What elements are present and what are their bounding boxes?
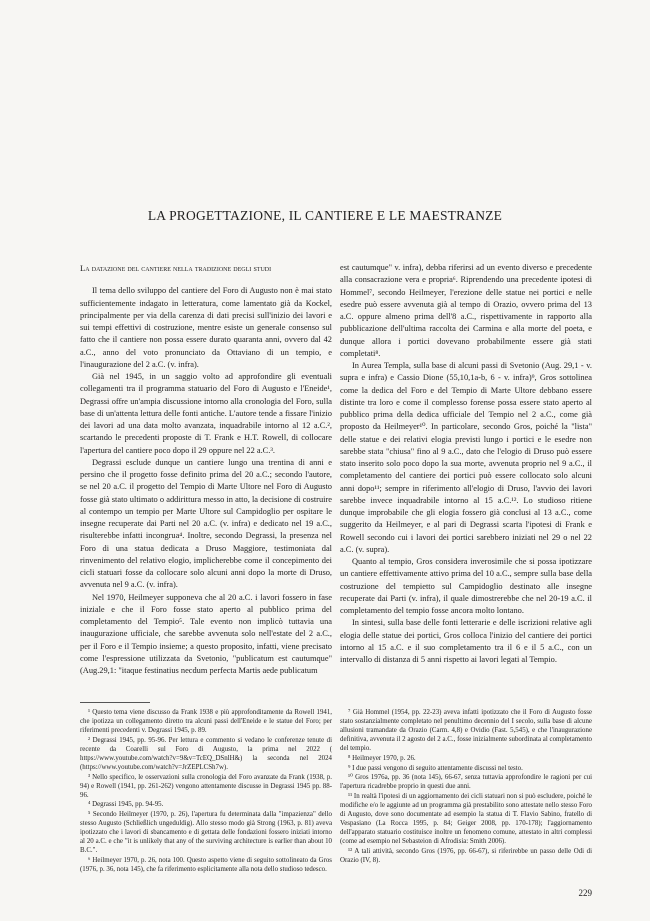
footnote: ³ Nello specifico, le osservazioni sulla cronologia del Foro avanzate da Frank (1938, p. 94) e Rowell (1941, pp. 261-262) vengono attentamente discusse in Degrassi 1945 pp. 88-96.	[80, 773, 332, 799]
footnote: ⁴ Degrassi 1945, pp. 94-95.	[88, 801, 164, 809]
paragraph: In sintesi, sulla base delle fonti letterarie e delle iscrizioni relative agli elogia delle statue dei portici, Gros colloca l'inizio del cantiere dei portici intorno al 15 a.C. e il suo completamento tra il 6 e il 5 a.C., con un intervallo di distanza di 5 anni rispetto ai lavori legati al Tempio.	[340, 618, 592, 664]
footnote: ¹¹ In realtà l'ipotesi di un aggiornamento dei cicli statuari non si può escludere, poiché le modifiche e/o le aggiunte ad un programma già prestabilito sono attestate nello stesso Foro di Augusto, dove sono documentate ad esempio la statua di T. Flavio Sabino, fratello di Vespasiano (La Rocca 1995, p. 84; Geiger 2008, pp. 170-178); l'aggiornamento dell'apparato statuario costituisce inoltre un fenomeno comune, attestato in altri complessi (come ad esempio nel Sebasteion di Afrodisia: Smith 2006).	[340, 792, 592, 846]
footnote: ⁸ Heilmeyer 1970, p. 26.	[348, 754, 416, 762]
paragraph: In Aurea Templa, sulla base di alcuni passi di Svetonio (Aug. 29,1 - v. supra e infra) e Cassio Dione (55,10,1a-b, 6 - v. infra)⁹, Gros sottolinea come la dedica del Foro e del Tempio di Marte Ultore debbano essere distinte tra loro e come il complesso forense possa essere stato aperto al pubblico prima della dedica ufficiale del Tempio nel 2 a.C., come già proposto da Heilmeyer¹⁰. In particolare, secondo Gros, poiché la "lista" delle statue e dei relativi elogia previsti lungo i portici e le esedre non sarebbe stata "chiusa" fino al 9 a.C., dato che l'elogio di Druso può essere stato inserito solo poco dopo la sua morte, avvenuta proprio nel 9 a.C., il completamento del cantiere dei portici può essere collocato solo alcuni anni dopo¹¹; sempre in riferimento all'elogio di Druso, l'avvio dei lavori sarebbe invece inquadrabile intorno al 15 a.C.¹². Lo studioso ritiene dunque improbabile che gli elogia fossero già conclusi al 13 a.C., come suggerito da Heilmeyer, e al pari di Degrassi scarta l'ipotesi di Frank e Rowell secondo cui i lavori dei portici sarebbero iniziati nel 29 o nel 22 a.C. (v. supra).	[340, 361, 592, 554]
body-column-left	[80, 262, 332, 677]
footnotes-right	[340, 708, 592, 866]
footnote: ¹⁰ Gros 1976a, pp. 36 (nota 145), 66-67, senza tuttavia approfondire le ragioni per cui l'apertura ricadrebbe proprio in questi due anni.	[340, 774, 592, 791]
footnote-separator	[80, 702, 150, 703]
footnote: ² Degrassi 1945, pp. 95-96. Per lettura e commento si vedano le conferenze tenute di recente da Coarelli sul Foro di Augusto, la prima nel 2022 ( https://www.youtube.com/watch?v=9&v=TcEQ_DSnlH&) la seconda nel 2024 (https://www.youtube.com/watch?v=JrZEPLCSh7w).	[80, 736, 332, 772]
footnote: ⁹ I due passi vengono di seguito attentamente discussi nel testo.	[348, 764, 523, 772]
footnote: ¹ Questo tema viene discusso da Frank 1938 e più approfonditamente da Rowell 1941, che ipotizza un collegamento diretto tra alcuni passi dell'Eneide e le statue del Foro; per riferimenti precedenti v. Degrassi 1945, p. 89.	[80, 709, 332, 735]
paragraph: Già nel 1945, in un saggio volto ad approfondire gli eventuali collegamenti tra il programma statuario del Foro di Augusto e l'Eneide¹, Degrassi offre un'ampia discussione intorno alla cronologia del Foro, sulla base di un'attenta lettura delle fonti antiche. L'autore tende a fissare l'inizio dei lavori ad una data molto avanzata, inquadrabile intorno al 12 a.C.², scartando le precedenti proposte di T. Frank e H.T. Rowell, di collocare l'apertura del cantiere poco dopo il 29 oppure nel 22 a.C.³.	[80, 372, 332, 455]
paragraph: Nel 1970, Heilmeyer supponeva che al 20 a.C. i lavori fossero in fase iniziale e che il Foro fosse stato aperto al pubblico prima del completamento del Tempio⁵. Tale evento non implicò tuttavia una inaugurazione ufficiale, che sarebbe avvenuta solo nell'estate del 2 a.C., per il Foro e il Tempio insieme; a questo proposito, infatti, viene precisato come l'espressione utilizzata da Svetonio, "publicatum est cautumque" (Aug.29,1: "itaque festinatius necdum perfecta Martis aede publicatum	[80, 592, 332, 675]
paragraph: Quanto al tempio, Gros considera inverosimile che si possa ipotizzare un cantiere effettivamente attivo prima del 10 a.C., sempre sulla base della costruzione del tempietto sul Campidoglio destinato alle insegne recuperate dai Parti (v. infra), il quale dimostrerebbe che nel 20-19 a.C. il completamento del tempio fosse ancora molto lontano.	[340, 557, 592, 615]
footnotes-left	[80, 708, 332, 875]
body-column-right	[340, 262, 592, 666]
footnote: ⁵ Secondo Heilmeyer (1970, p. 26), l'apertura fu determinata dalla "impazienza" dello stesso Augusto (Schließlich ungeduldig). Allo stesso modo già Strong (1963, p. 81) aveva ipotizzato che i lavori di sbancamento e di gettata delle fondazioni fossero iniziati intorno al 20 a.C. e che "it is unlikely that any of the surviving architecture is earlier than about 10 B.C.".	[80, 811, 332, 855]
footnote: ⁷ Già Hommel (1954, pp. 22-23) aveva infatti ipotizzato che il Foro di Augusto fosse stato sostanzialmente completato nel penultimo decennio del I secolo, sulla base di alcune allusioni tramandate da Orazio (Carm. 4,8) e Ovidio (Fast. 5,545), e che l'inaugurazione definitiva, avvenuta il 2 agosto del 2 a.C., fosse inizialmente subordinata al completamento del tempio.	[340, 709, 592, 753]
footnote: ⁶ Heilmeyer 1970, p. 26, nota 100. Questo aspetto viene di seguito sottolineato da Gros (1976, p. 36, nota 145), che fa riferimento esplicitamente alla nota dello studioso tedesco.	[80, 857, 332, 874]
section-heading: La datazione del cantiere nella tradizione degli studi	[80, 263, 272, 273]
paragraph: Degrassi esclude dunque un cantiere lungo una trentina di anni e persino che il progetto fosse definito prima del 20 a.C.; secondo l'autore, se nel 20 a.C. il progetto del Tempio di Marte Ultore nel Foro di Augusto fosse già stato ultimato o addirittura messo in atto, la decisione di costruire al contempo un tempio per Marte Ultore sul Campidoglio per ospitare le insegne recuperate dai Parti nel 20 a.C. (v. infra) e dedicato nel 19 a.C., risulterebbe infatti incongrua⁴. Inoltre, secondo Degrassi, la presenza nel Foro di una statua dedicata a Druso Maggiore, testimoniata dal rinvenimento del relativo elogio, implicherebbe come il concepimento dei cicli statuari fosse da collocare solo alcuni anni dopo la morte di Druso, avvenuta nel 9 a.C. (v. infra).	[80, 457, 332, 590]
paragraph: est cautumque" v. infra), debba riferirsi ad un evento diverso e precedente alla consacrazione vera e propria⁶. Riprendendo una precedente ipotesi di Hommel⁷, secondo Heilmeyer, l'erezione delle statue nei portici e nelle esedre può essere avvenuta già al tempo di Orazio, ovvero prima del 13 a.C. oppure almeno prima dell'8 a.C., rispettivamente in rapporto alla pubblicazione dell'ultima raccolta dei Carmina e alla morte del poeta, e dunque allora i portici dovevano probabilmente essere già stati completati⁸.	[340, 263, 592, 358]
footnote: ¹² A tali attività, secondo Gros (1976, pp. 66-67), si riferirebbe un passo delle Odi di Orazio (IV, 8).	[340, 847, 592, 864]
chapter-title: LA PROGETTAZIONE, IL CANTIERE E LE MAESTRANZE	[147, 208, 503, 223]
paragraph: Il tema dello sviluppo del cantiere del Foro di Augusto non è mai stato sufficientemente indagato in letteratura, come lamentato già da Kockel, principalmente per via della carenza di dati precisi sull'inizio dei lavori e sui tempi effettivi di costruzione, mentre esiste un generale consenso sul fatto che il cantiere non possa essere durato quaranta anni, ovvero dal 42 a.C., anno del voto pronunciato da Ottaviano di un tempio, e l'inaugurazione del 2 a.C. (v. infra).	[80, 286, 332, 369]
page-number: 229	[578, 888, 592, 898]
